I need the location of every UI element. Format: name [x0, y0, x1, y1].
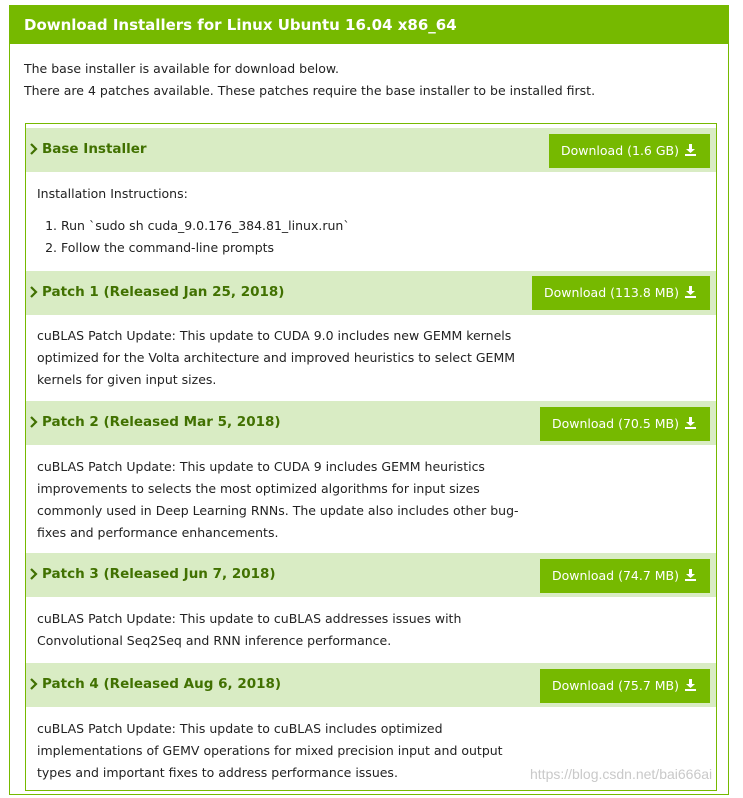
- instruction-steps: [37, 215, 350, 259]
- instructions-label: Installation Instructions:: [37, 186, 188, 201]
- intro-line-2: There are 4 patches available. These patches require the base installer to be installed first.: [24, 83, 596, 98]
- section-header-patch-3[interactable]: [26, 553, 716, 597]
- section-header-patch-4[interactable]: [26, 663, 716, 707]
- section-header-base-installer[interactable]: [26, 128, 716, 172]
- description-line: cuBLAS Patch Update: This update to cuBLAS addresses issues with: [37, 611, 462, 626]
- section-body-patch-1: [37, 325, 515, 391]
- section-header-patch-2[interactable]: [26, 401, 716, 445]
- section-title: Patch 4 (Released Aug 6, 2018): [42, 676, 282, 692]
- download-patch-1-button[interactable]: [532, 276, 710, 310]
- chevron-right-icon: [30, 678, 38, 690]
- section-title: Patch 3 (Released Jun 7, 2018): [42, 566, 276, 582]
- download-base-installer-button[interactable]: [549, 134, 710, 168]
- section-body-base-installer: [37, 183, 350, 259]
- instruction-step: 1. Run `sudo sh cuda_9.0.176_384.81_linux.run`: [61, 215, 350, 237]
- section-title: Patch 1 (Released Jan 25, 2018): [42, 284, 285, 300]
- chevron-right-icon: [30, 416, 38, 428]
- installer-accordion: [25, 123, 717, 791]
- description-line: cuBLAS Patch Update: This update to CUDA 9.0 includes new GEMM kernels: [37, 328, 512, 343]
- description-line: types and important fixes to address performance issues.: [37, 765, 398, 780]
- download-icon: [685, 679, 696, 691]
- instruction-step: 2. Follow the command-line prompts: [61, 237, 350, 259]
- download-button-label: Download (70.5 MB): [551, 416, 679, 431]
- download-button-label: Download (1.6 GB): [561, 143, 679, 158]
- intro-text: [24, 58, 595, 102]
- download-patch-2-button[interactable]: [540, 407, 710, 441]
- chevron-right-icon: [30, 143, 38, 155]
- watermark: https://blog.csdn.net/bai666ai: [530, 766, 713, 782]
- description-line: cuBLAS Patch Update: This update to CUDA 9 includes GEMM heuristics: [37, 459, 485, 474]
- download-icon: [685, 417, 696, 429]
- chevron-right-icon: [30, 286, 38, 298]
- download-button-label: Download (75.7 MB): [551, 678, 679, 693]
- description-line: Convolutional Seq2Seq and RNN inference performance.: [37, 633, 392, 648]
- description-line: commonly used in Deep Learning RNNs. The update also includes other bug-: [37, 503, 519, 518]
- description-line: fixes and performance enhancements.: [37, 525, 279, 540]
- download-patch-3-button[interactable]: [540, 559, 710, 593]
- download-panel: [9, 5, 729, 795]
- description-line: optimized for the Volta architecture and improved heuristics to select GEMM: [37, 350, 516, 365]
- description-line: implementations of GEMV operations for mixed precision input and output: [37, 743, 503, 758]
- section-title: Patch 2 (Released Mar 5, 2018): [42, 414, 281, 430]
- description-line: improvements to selects the most optimized algorithms for input sizes: [37, 481, 480, 496]
- section-body-patch-4: [37, 718, 503, 784]
- section-body-patch-2: [37, 456, 519, 544]
- description-line: cuBLAS Patch Update: This update to cuBLAS includes optimized: [37, 721, 443, 736]
- download-icon: [685, 286, 696, 298]
- download-patch-4-button[interactable]: [540, 669, 710, 703]
- description-line: kernels for given input sizes.: [37, 372, 217, 387]
- panel-title: Download Installers for Linux Ubuntu 16.04 x86_64: [10, 6, 728, 44]
- intro-line-1: The base installer is available for download below.: [24, 61, 339, 76]
- download-button-label: Download (74.7 MB): [551, 568, 679, 583]
- download-icon: [685, 144, 696, 156]
- section-header-patch-1[interactable]: [26, 271, 716, 315]
- download-icon: [685, 569, 696, 581]
- download-button-label: Download (113.8 MB): [544, 285, 679, 300]
- section-title: Base Installer: [42, 141, 147, 157]
- chevron-right-icon: [30, 568, 38, 580]
- section-body-patch-3: [37, 608, 461, 652]
